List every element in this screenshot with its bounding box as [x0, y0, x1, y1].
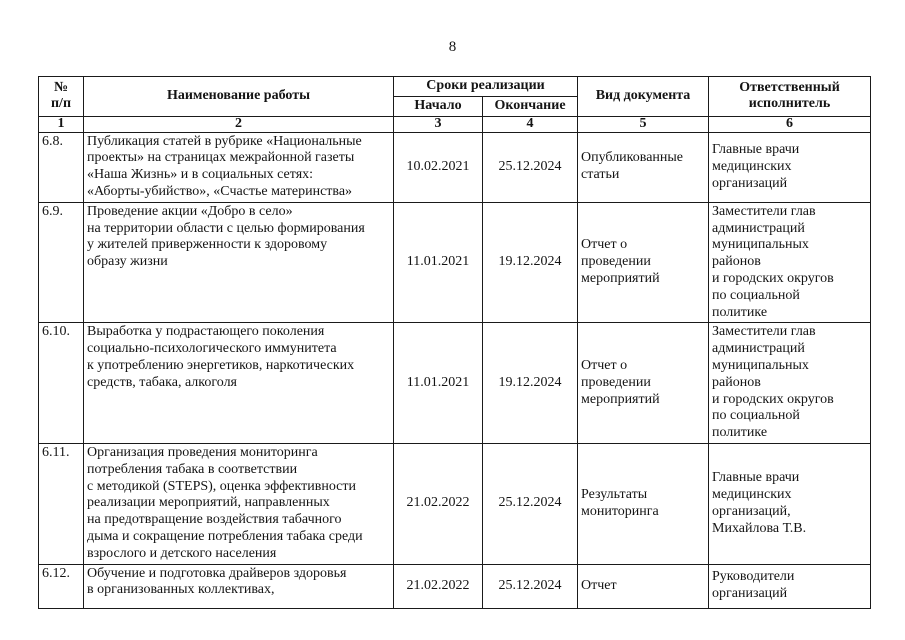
work-name: Выработка у подрастающего поколения социально-психологического иммунитета к употреблению энергетиков, наркотических средств, табака, алкоголя: [84, 323, 394, 444]
work-name: Проведение акции «Добро в село» на территории области с целью формирования у жителей приверженности к здоровому образу жизни: [84, 202, 394, 323]
column-number: 3: [394, 116, 483, 132]
row-number: 6.12.: [39, 564, 84, 608]
header-number: № п/п: [39, 77, 84, 117]
responsible-executor: Заместители глав администраций муниципальных районов и городских округов по социальной политике: [709, 202, 871, 323]
header-document-type: Вид документа: [578, 77, 709, 117]
work-name: Обучение и подготовка драйверов здоровья в организованных коллективах,: [84, 564, 394, 608]
table-row: [39, 323, 871, 444]
start-date: 10.02.2021: [394, 132, 483, 202]
end-date: 19.12.2024: [483, 202, 578, 323]
column-number: 6: [709, 116, 871, 132]
end-date: 25.12.2024: [483, 443, 578, 564]
work-name: Публикация статей в рубрике «Национальные проекты» на страницах межрайонной газеты «Наша Жизнь» и в социальных сетях: «Аборты-убийство», «Счастье материнства»: [84, 132, 394, 202]
row-number: 6.10.: [39, 323, 84, 444]
row-number: 6.11.: [39, 443, 84, 564]
header-period: Сроки реализации: [394, 77, 578, 97]
header-end: Окончание: [483, 96, 578, 116]
document-type: Отчет: [578, 564, 709, 608]
header-start: Начало: [394, 96, 483, 116]
table-row: [39, 443, 871, 564]
table-header-row: [39, 77, 871, 97]
responsible-executor: Заместители глав администраций муниципальных районов и городских округов по социальной политике: [709, 323, 871, 444]
column-number: 2: [84, 116, 394, 132]
start-date: 11.01.2021: [394, 323, 483, 444]
responsible-executor: Главные врачи медицинских организаций, Михайлова Т.В.: [709, 443, 871, 564]
end-date: 19.12.2024: [483, 323, 578, 444]
column-numbers-row: [39, 116, 871, 132]
activities-table: [38, 76, 871, 609]
row-number: 6.9.: [39, 202, 84, 323]
column-number: 5: [578, 116, 709, 132]
start-date: 11.01.2021: [394, 202, 483, 323]
start-date: 21.02.2022: [394, 443, 483, 564]
column-number: 4: [483, 116, 578, 132]
document-type: Отчет о проведении мероприятий: [578, 202, 709, 323]
table-row: [39, 132, 871, 202]
start-date: 21.02.2022: [394, 564, 483, 608]
responsible-executor: Главные врачи медицинских организаций: [709, 132, 871, 202]
end-date: 25.12.2024: [483, 132, 578, 202]
work-name: Организация проведения мониторинга потребления табака в соответствии с методикой (STEPS), оценка эффективности реализации мероприятий, направленных на предотвращение воздействия табачного дыма и сокращение потребления табака среди взрослого и детского населения: [84, 443, 394, 564]
header-responsible: Ответственный исполнитель: [709, 77, 871, 117]
document-type: Результаты мониторинга: [578, 443, 709, 564]
column-number: 1: [39, 116, 84, 132]
page-number: 8: [448, 39, 457, 55]
table-row: [39, 564, 871, 608]
end-date: 25.12.2024: [483, 564, 578, 608]
document-type: Отчет о проведении мероприятий: [578, 323, 709, 444]
table-row: [39, 202, 871, 323]
row-number: 6.8.: [39, 132, 84, 202]
document-type: Опубликованные статьи: [578, 132, 709, 202]
header-work-name: Наименование работы: [84, 77, 394, 117]
responsible-executor: Руководители организаций: [709, 564, 871, 608]
